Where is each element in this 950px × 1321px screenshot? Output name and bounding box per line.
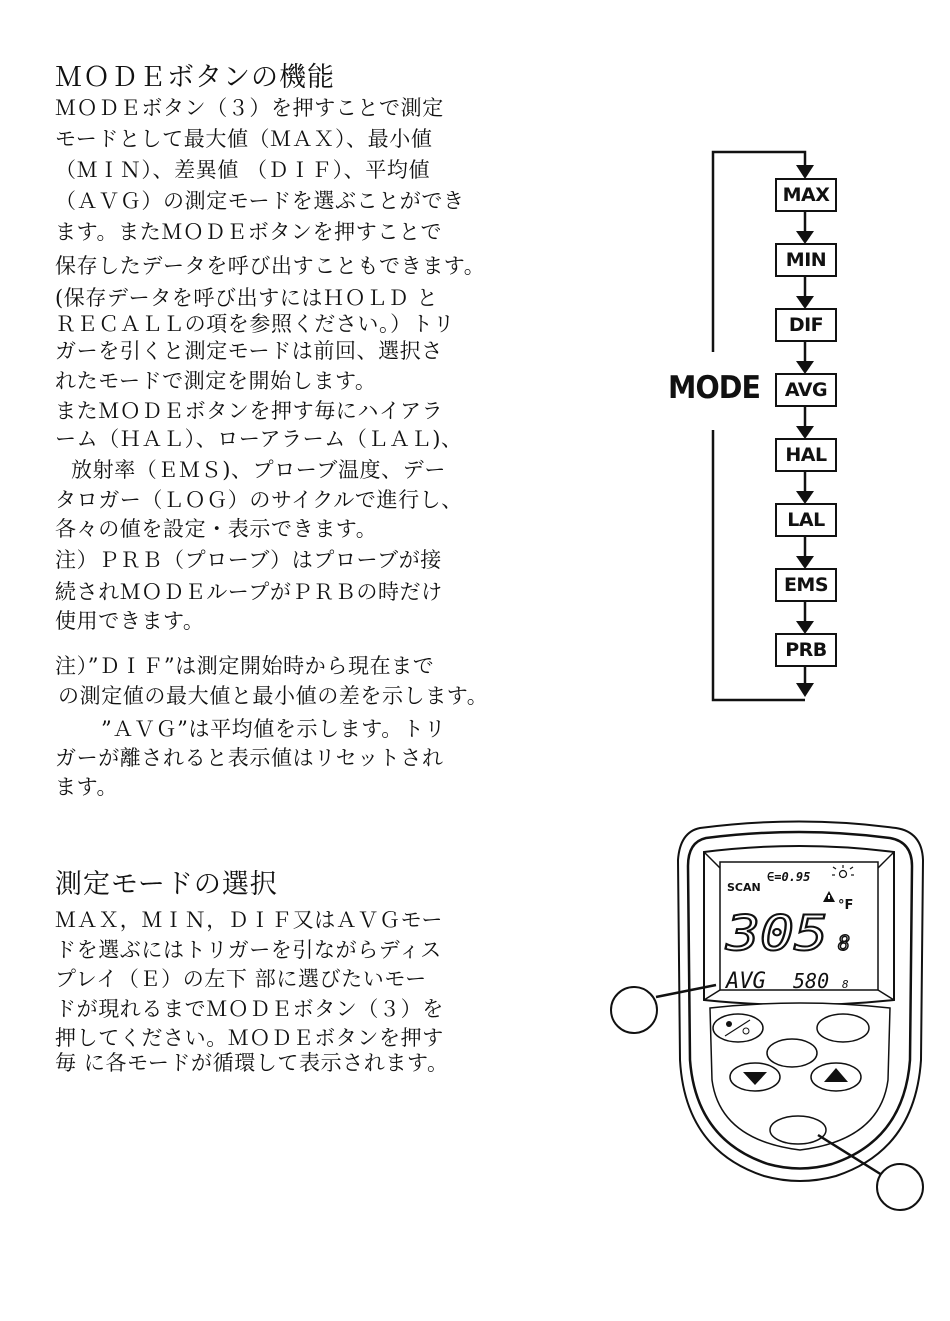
secondary-reading: 580 [793,969,830,993]
note-line: の測定値の最大値と最小値の差を示します。 [58,684,489,708]
main-reading: 305 [724,906,828,962]
body-line: 保存したデータを呼び出すこともできます。 [55,254,486,278]
body-line: 放射率（ＥＭＳ)、プローブ温度、デー [71,458,446,482]
body-line: 注）ＰＲＢ（プローブ）はプローブが接 [55,548,442,572]
main-reading-decimal: 8 [838,931,851,955]
down-button[interactable] [730,1063,780,1091]
body-line: ＭＡＸ，ＭＩＮ，ＤＩＦ又はＡＶＧモー [55,908,443,932]
mode-box-prb: PRB [775,633,837,667]
body-line: モードとして最大値（ＭＡＸ）、最小値 [55,127,433,151]
body-line: (保存データを呼び出すにはＨＯＬＤ と [55,286,439,310]
up-button[interactable] [811,1063,861,1091]
body-line: プレイ（Ｅ）の左下 部に選びたいモー [55,967,427,991]
mode-box-avg: AVG [775,373,837,407]
callout-display-circle [611,987,657,1033]
center-button[interactable] [767,1039,817,1067]
callout-mode-button-circle [877,1164,923,1210]
body-line: 各々の値を設定・表示できます。 [55,517,378,541]
body-line: れたモードで測定を開始します。 [55,369,377,393]
temperature-unit: °F [838,898,854,913]
mode-box-lal: LAL [775,503,837,537]
mode-box-hal: HAL [775,438,837,472]
body-line: 続されＭＯＤＥループがＰＲＢの時だけ [55,580,443,604]
body-line: またＭＯＤＥボタンを押す毎にハイアラ [55,399,444,423]
note-line: ”ＡＶＧ”は平均値を示します。トリ [101,717,446,741]
mode-box-min: MIN [775,243,837,277]
note-line: ガーが離されると表示値はリセットされ [55,746,444,770]
body-line: ドを選ぶにはトリガーを引ながらディス [55,938,442,962]
mode-button[interactable] [770,1116,826,1144]
body-line: タロガー（ＬＯＧ）のサイクルで進行し、 [55,488,463,512]
body-line: ます。またＭＯＤＥボタンを押すことで [55,220,443,244]
body-line: ガーを引くと測定モードは前回、選択さ [55,339,443,363]
note-line: ます。 [55,775,119,799]
body-line: ドが現れるまでＭＯＤＥボタン（３）を [55,997,444,1021]
laser-backlight-button[interactable] [713,1014,763,1042]
section1-title: ＭＯＤＥボタンの機能 [55,62,335,93]
scan-label: SCAN [727,881,761,894]
secondary-reading-decimal: 8 [842,978,849,991]
body-line: ーム（ＨＡＬ）、ローアラーム（ＬＡＬ)、 [55,427,463,451]
mode-box-dif: DIF [775,308,837,342]
note-line: 注）”ＤＩＦ”は測定開始時から現在まで [55,654,435,678]
body-line: ＲＥＣＡＬＬの項を参照ください。）トリ [55,312,455,336]
body-line: ＭＯＤＥボタン（３）を押すことで測定 [55,96,444,120]
emissivity-readout: ∈=0.95 [767,870,811,884]
section2-title: 測定モードの選択 [55,869,278,900]
body-line: （ＡＶＧ）の測定モードを選ぶことができ [55,189,465,213]
body-line: 使用できます。 [55,609,205,633]
mode-box-max: MAX [775,178,837,212]
top-right-button[interactable] [817,1014,869,1042]
mode-box-ems: EMS [775,568,837,602]
mode-label: MODE [668,370,761,406]
body-line: 押してください。ＭＯＤＥボタンを押す [55,1026,444,1050]
body-line: 毎 に各モードが循環して表示されます。 [55,1051,449,1075]
body-line: （ＭＩＮ）、差異値 （ＤＩＦ）、平均値 [55,158,431,182]
mode-indicator: AVG [726,969,766,994]
